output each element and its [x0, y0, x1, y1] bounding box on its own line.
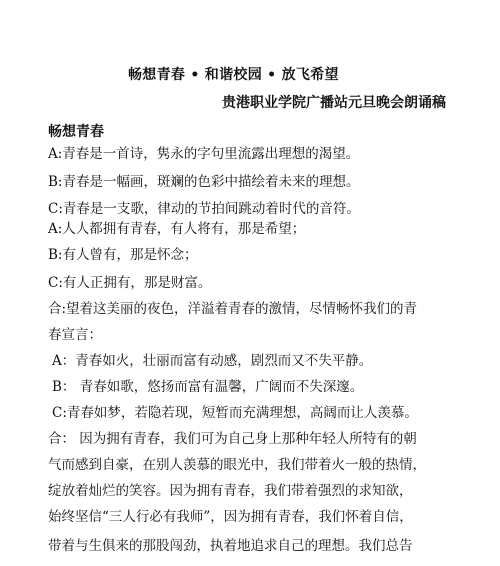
text-line: A:青春是一首诗，隽永的字句里流露出理想的渴望。 [48, 146, 360, 162]
text-line: 带着与生俱来的那股闯劲，执着地追求自己的理想。我们总告 [48, 538, 413, 554]
text-line: B:青春是一幅画，斑斓的色彩中描绘着未来的理想。 [48, 174, 360, 190]
document-subtitle: 贵港职业学院广播站元旦晚会朗诵稿 [222, 95, 446, 111]
text-line: C:青春是一支歌，律动的节拍间跳动着时代的音符。 [48, 201, 360, 217]
text-line: A:人人都拥有青春，有人将有，那是希望； [48, 221, 306, 237]
text-line: 合： 因为拥有青春，我们可为自己身上那种年轻人所特有的朝 [48, 431, 417, 447]
text-line: A：青春如火，壮丽而富有动感，剧烈而又不失平静。 [52, 353, 373, 369]
text-line: 始终坚信“三人行必有我师”，因为拥有青春，我们怀着自信， [48, 509, 413, 525]
text-line: 春宣言： [48, 327, 102, 343]
text-line: 合:望着这美丽的夜色，洋溢着青春的激情，尽情畅怀我们的青 [48, 301, 418, 317]
text-line: B:有人曾有，那是怀念； [48, 247, 198, 263]
text-line: 绽放着灿烂的笑容。因为拥有青春，我们带着强烈的求知欲， [48, 483, 413, 499]
text-line: C:有人正拥有，那是财富。 [48, 275, 212, 291]
section-heading: 畅想青春 [48, 124, 104, 140]
document-title: 畅想青春 • 和谐校园 • 放飞希望 [128, 67, 339, 83]
text-line: 气而感到自豪，在别人羡慕的眼光中，我们带着火一般的热情， [48, 457, 426, 473]
text-line: C:青春如梦，若隐若现，短暂而充满理想，高阔而让人羡慕。 [52, 405, 418, 421]
text-line: B： 青春如歌，悠扬而富有温馨，广阔而不失深邃。 [52, 379, 364, 395]
